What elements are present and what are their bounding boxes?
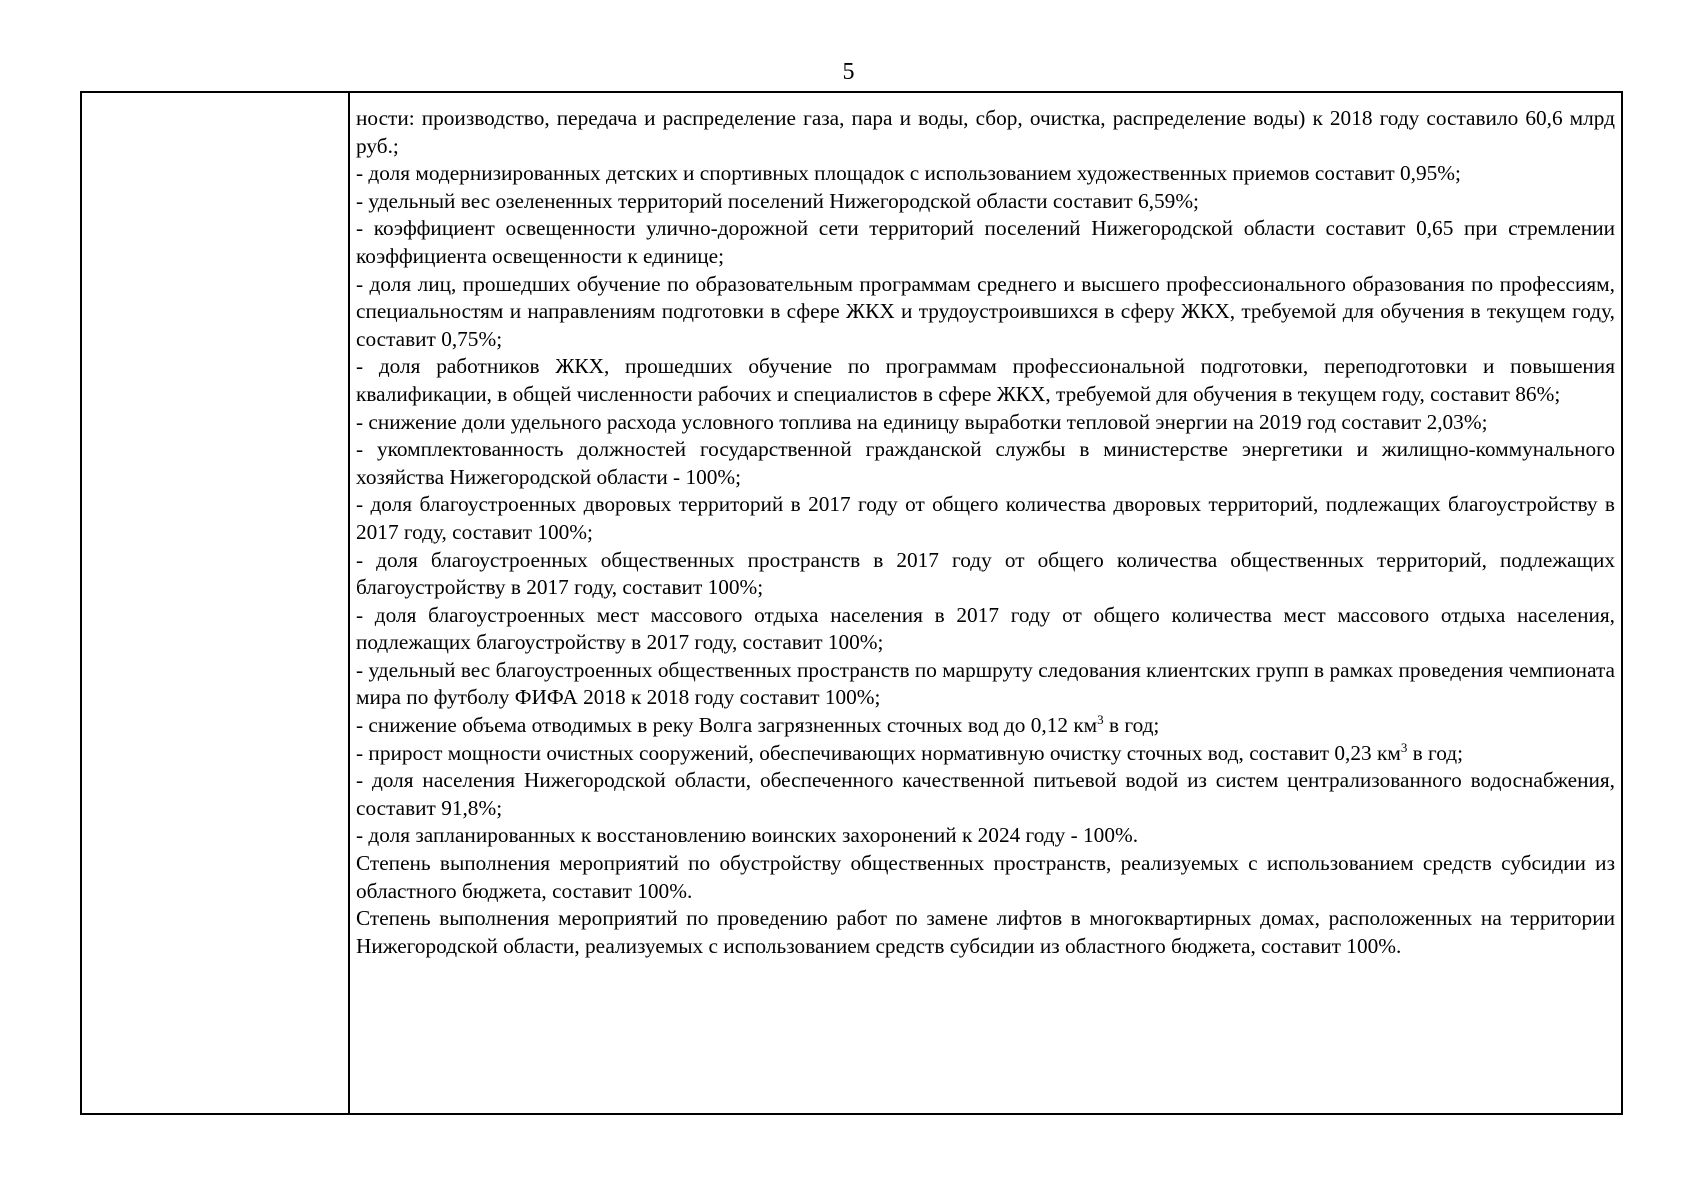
paragraph-4: - коэффициент освещенности улично-дорожной сети территорий поселений Нижегородской области составит 0,65 при стремлении коэффициента освещенности к единице; <box>356 216 1615 268</box>
paragraph-13: - снижение объема отводимых в реку Волга загрязненных сточных вод до 0,12 $км^3$ в год; <box>356 711 1160 738</box>
paragraph-8: - укомплектованность должностей государственной гражданской службы в министерстве энергетики и жилищно-коммунального хозяйства Нижегородской области - 100%; <box>356 437 1615 489</box>
paragraph-15: - доля населения Нижегородской области, обеспеченного качественной питьевой водой из систем централизованного водоснабжения, составит 91,8%; <box>356 768 1615 820</box>
paragraph-3: - удельный вес озелененных территорий поселений Нижегородской области составит 6,59%; <box>356 188 1199 213</box>
paragraph-10: - доля благоустроенных общественных пространств в 2017 году от общего количества общественных территорий, подлежащих благоустройству в 2017 году, составит 100%; <box>356 547 1615 600</box>
paragraph-11: - доля благоустроенных мест массового отдыха населения в 2017 году от общего количества мест массового отдыха населения, подлежащих благоустройству в 2017 году, составит 100%; <box>356 602 1615 655</box>
superscript-3: 3 <box>1097 711 1104 727</box>
document-table <box>80 91 1623 1115</box>
paragraph-7: - снижение доли удельного расхода условного топлива на единицу выработки тепловой энергии на 2019 год составит 2,03%; <box>356 409 1488 434</box>
paragraph-16: - доля запланированных к восстановлению воинских захоронений к 2024 году - 100%. <box>356 823 1139 848</box>
table-left-cell <box>82 93 350 1113</box>
paragraph-9: - доля благоустроенных дворовых территорий в 2017 году от общего количества дворовых территорий, подлежащих благоустройству в 2017 году, составит 100%; <box>356 492 1615 544</box>
table-right-cell <box>350 93 1621 1113</box>
paragraph-12: - удельный вес благоустроенных общественных пространств по маршруту следования клиентских групп в рамках проведения чемпионата мира по футболу ФИФА 2018 к 2018 году составит 100%; <box>356 657 1615 710</box>
paragraph-18: Степень выполнения мероприятий по проведению работ по замене лифтов в многоквартирных домах, расположенных на территории Нижегородской области, реализуемых с использованием средств субсидии из областного бюджета, составит 100%. <box>356 906 1615 958</box>
paragraph-17: Степень выполнения мероприятий по обустройству общественных пространств, реализуемых с использованием средств субсидии из областного бюджета, составит 100%. <box>356 851 1615 903</box>
paragraph-6: - доля работников ЖКХ, прошедших обучение по программам профессиональной подготовки, переподготовки и повышения квалификации, в общей численности рабочих и специалистов в сфере ЖКХ, требуемой для обучения в текущем году, составит 86%; <box>356 354 1615 406</box>
paragraph-5: - доля лиц, прошедших обучение по образовательным программам среднего и высшего профессионального образования по профессиям, специальностям и направлениям подготовки в сфере ЖКХ и трудоустроившихся в сферу ЖКХ, требуемой для обучения в текущем году, составит 0,75%; <box>356 271 1615 351</box>
page-number: 5 <box>842 59 855 85</box>
paragraph-1: ности: производство, передача и распределение газа, пара и воды, сбор, очистка, распределение воды) к 2018 году составило 60,6 млрд руб.; <box>356 106 1615 158</box>
paragraph-14: - прирост мощности очистных сооружений, обеспечивающих нормативную очистку сточных вод, составит 0,23 $км^3$ в год; <box>356 739 1464 765</box>
superscript-3: 3 <box>1400 739 1408 755</box>
paragraph-2: - доля модернизированных детских и спортивных площадок с использованием художественных приемов составит 0,95%; <box>356 161 1461 186</box>
